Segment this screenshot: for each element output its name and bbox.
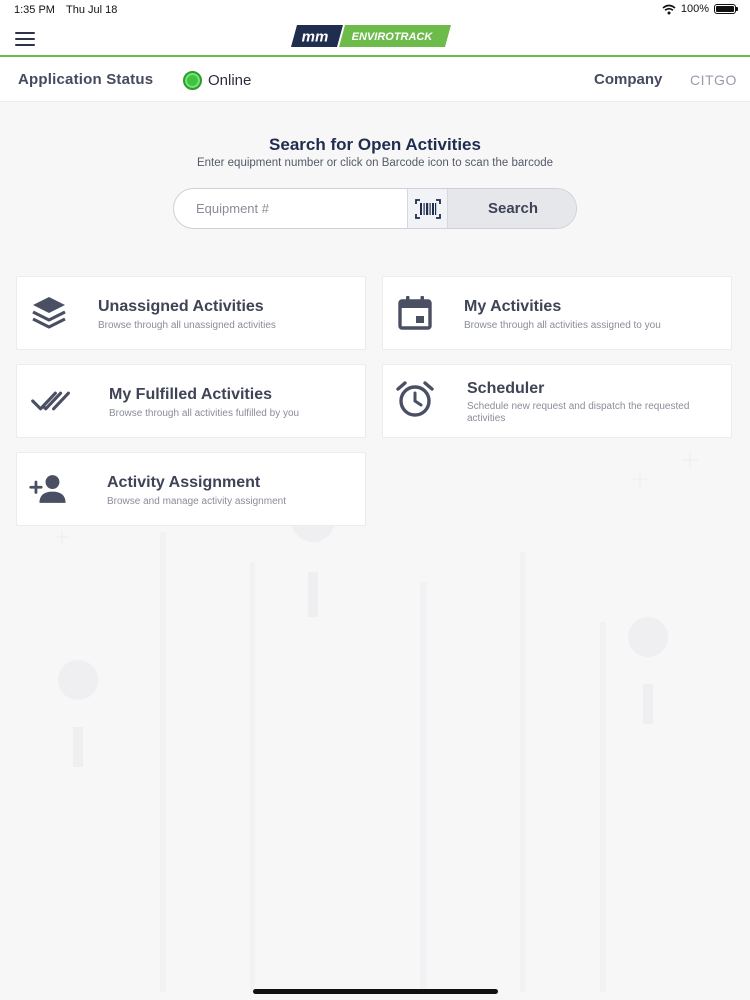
double-check-icon [31, 381, 71, 421]
top-navbar [0, 22, 750, 57]
alarm-clock-icon [395, 379, 435, 419]
application-status-bar [0, 57, 750, 102]
calendar-icon [395, 293, 435, 333]
online-status-indicator [183, 71, 202, 90]
status-date: Thu Jul 18 [66, 4, 118, 16]
logo-mark: mm [301, 28, 329, 46]
my-activities-card[interactable] [382, 276, 732, 350]
card-title: My Activities [464, 298, 562, 315]
card-description: Browse through all unassigned activities [98, 320, 276, 331]
activity-assignment-card[interactable] [16, 452, 366, 526]
menu-icon[interactable] [15, 32, 35, 46]
battery-icon [714, 4, 736, 14]
card-description: Browse through all activities fulfilled by you [109, 408, 300, 419]
barcode-scan-button[interactable] [407, 189, 448, 228]
home-indicator [253, 989, 498, 994]
logo-text: ENVIROTRACK [351, 31, 433, 43]
battery-percent: 100% [680, 3, 709, 15]
card-description: Schedule new request and dispatch the requested activities [467, 401, 690, 424]
scheduler-card[interactable] [382, 364, 732, 438]
card-title: My Fulfilled Activities [109, 386, 272, 403]
card-description: Browse and manage activity assignment [107, 496, 286, 507]
card-title: Activity Assignment [107, 474, 261, 491]
company-label: Company [594, 71, 663, 88]
my-fulfilled-activities-card[interactable] [16, 364, 366, 438]
application-status-label: Application Status [18, 71, 154, 88]
device-status-bar [0, 0, 750, 22]
card-title: Scheduler [467, 380, 545, 397]
envirotrack-logo [291, 25, 451, 47]
company-value: CITGO [690, 72, 737, 88]
unassigned-activities-card[interactable] [16, 276, 366, 350]
status-time: 1:35 PM [14, 4, 55, 16]
search-title: Search for Open Activities [269, 135, 481, 154]
barcode-icon [415, 199, 441, 219]
equipment-number-input[interactable] [174, 189, 407, 228]
wifi-icon [662, 4, 676, 15]
search-button[interactable]: Search [448, 189, 577, 228]
search-bar [173, 188, 577, 229]
status-right [662, 3, 736, 15]
search-subtitle: Enter equipment number or click on Barcode icon to scan the barcode [196, 157, 554, 169]
add-user-icon [29, 469, 69, 509]
layers-icon [29, 293, 69, 333]
card-title: Unassigned Activities [98, 298, 264, 315]
background-pattern [0, 102, 750, 1000]
card-description: Browse through all activities assigned to you [464, 320, 661, 331]
online-status-text: Online [208, 72, 252, 89]
